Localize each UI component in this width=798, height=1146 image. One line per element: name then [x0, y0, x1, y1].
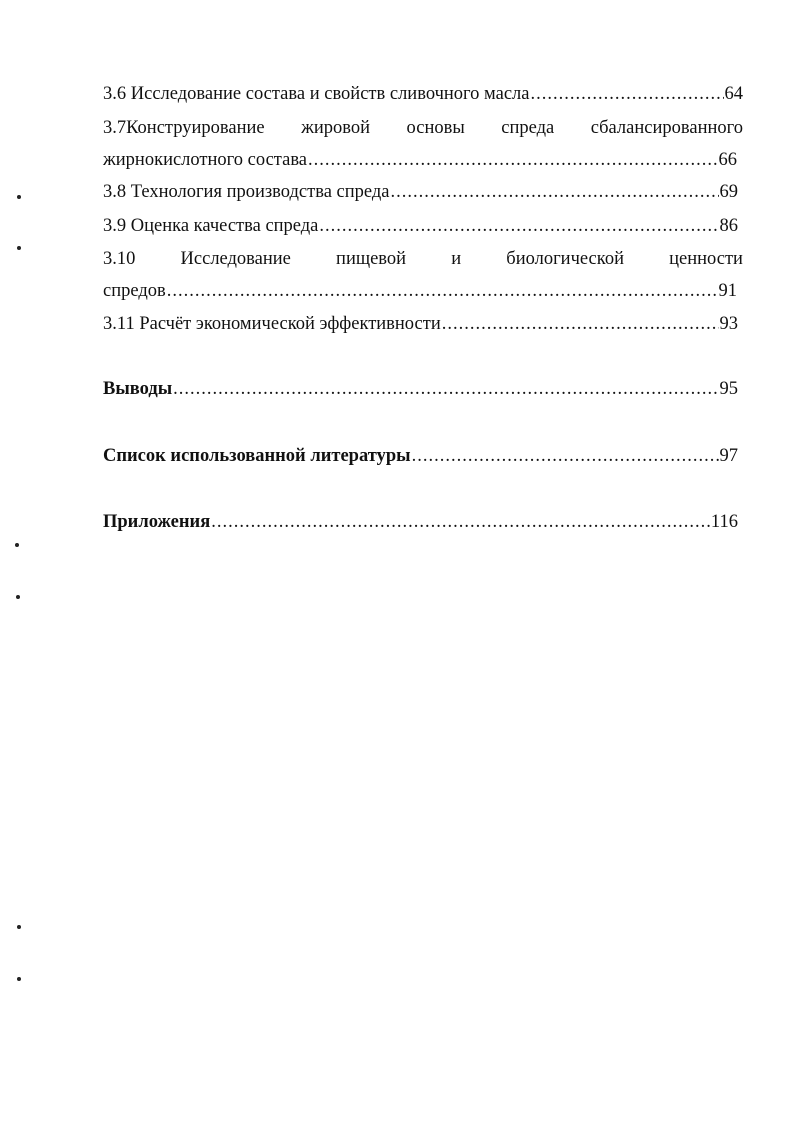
toc-page-number: 116: [710, 512, 738, 532]
scan-speck: [17, 925, 21, 929]
toc-page-number: 66: [718, 150, 737, 170]
scan-speck: [15, 543, 19, 547]
toc-entry-title: 3.6 Исследование состава и свойств сливочного масла: [103, 84, 530, 104]
toc-page-number: 93: [719, 314, 738, 334]
toc-word: биологической: [506, 249, 624, 269]
toc-entry-3-11[interactable]: [103, 314, 738, 344]
toc-word: основы: [406, 118, 465, 138]
toc-word: жировой: [301, 118, 371, 138]
scan-speck: [17, 246, 21, 250]
scan-speck: [17, 977, 21, 981]
toc-entry-title: Выводы: [103, 379, 173, 399]
dot-leader: [531, 84, 724, 105]
dot-leader: [173, 379, 718, 400]
toc-entry-title: Приложения: [103, 512, 211, 532]
toc-word: сбалансированного: [590, 118, 743, 138]
toc-word: Исследование: [180, 249, 291, 269]
toc-entry-title: 3.8 Технология производства спреда: [103, 182, 390, 202]
toc-entry-conclusions[interactable]: [103, 379, 738, 409]
toc-entry-title: Список использованной литературы: [103, 446, 411, 466]
toc-word: 3.7Конструирование: [103, 118, 265, 138]
toc-word: 3.10: [103, 249, 136, 269]
toc-entry-title: 3.11 Расчёт экономической эффективности: [103, 314, 441, 334]
scan-speck: [16, 595, 20, 599]
dot-leader: [391, 182, 719, 203]
toc-entry-3-10-line2[interactable]: [103, 281, 737, 311]
dot-leader: [442, 314, 719, 335]
toc-word: спреда: [501, 118, 555, 138]
dot-leader: [319, 216, 718, 237]
toc-entry-3-9[interactable]: [103, 216, 738, 246]
toc-word: пищевой: [336, 249, 407, 269]
toc-entry-3-7-line1[interactable]: [103, 118, 743, 148]
toc-page-number: 64: [724, 84, 743, 104]
toc-entry-appendices[interactable]: [103, 512, 738, 542]
toc-entry-3-6[interactable]: [103, 84, 743, 114]
toc-word: ценности: [669, 249, 743, 269]
dot-leader: [211, 512, 710, 533]
toc-entry-title: спредов: [103, 281, 166, 301]
toc-page-number: 95: [719, 379, 738, 399]
dot-leader: [167, 281, 718, 302]
toc-entry-3-8[interactable]: [103, 182, 738, 212]
toc-page-number: 86: [719, 216, 738, 236]
toc-entry-references[interactable]: [103, 446, 738, 476]
toc-entry-title: 3.9 Оценка качества спреда: [103, 216, 319, 236]
dot-leader: [308, 150, 717, 171]
toc-page-number: 91: [718, 281, 737, 301]
toc-word: и: [451, 249, 462, 269]
scan-speck: [17, 195, 21, 199]
dot-leader: [412, 446, 719, 467]
toc-entry-3-7-line2[interactable]: [103, 150, 737, 180]
toc-page-number: 97: [719, 446, 738, 466]
toc-page-number: 69: [719, 182, 738, 202]
toc-entry-title: жирнокислотного состава: [103, 150, 308, 170]
toc-entry-3-10-line1[interactable]: [103, 249, 743, 279]
